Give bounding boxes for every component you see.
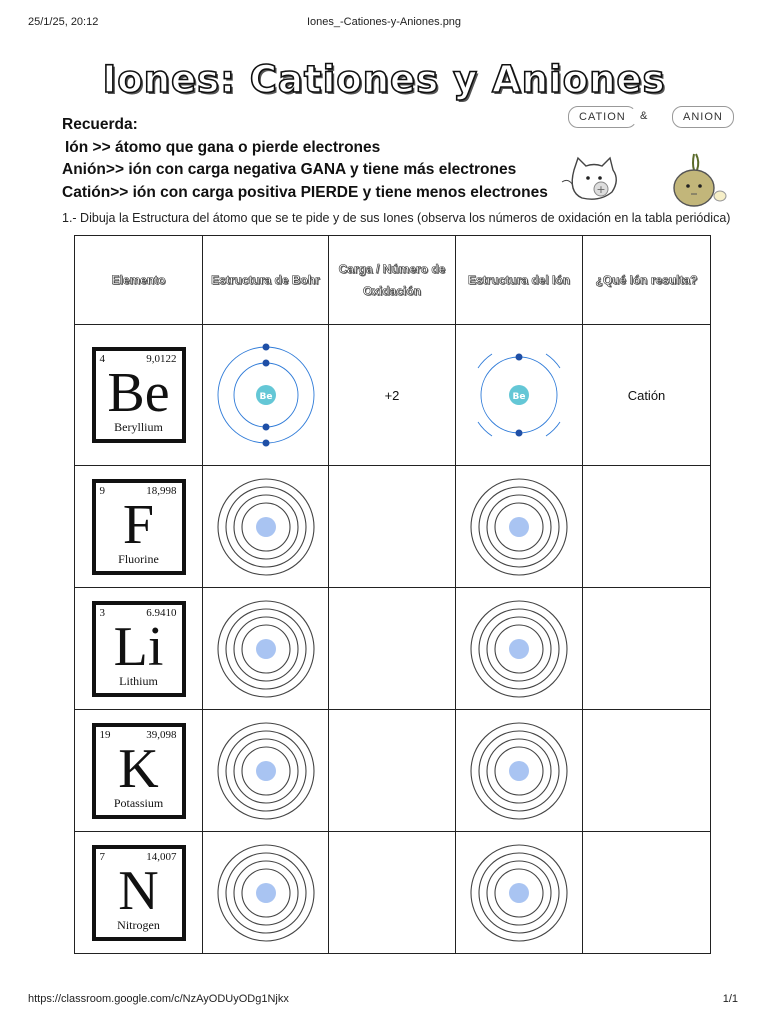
- nucleus-dot: [256, 639, 276, 659]
- ions-table: [74, 235, 711, 954]
- element-card: [92, 601, 186, 697]
- ion-rings-template[interactable]: [467, 719, 571, 823]
- onion-icon: [664, 150, 728, 212]
- svg-text:+: +: [596, 183, 606, 196]
- charge-cell[interactable]: [329, 466, 456, 588]
- ion-diagram: [464, 340, 574, 450]
- element-symbol: Li: [113, 615, 164, 678]
- table-row: [75, 832, 711, 954]
- print-url: https://classroom.google.com/c/NzAyODUyODg1Njkx: [28, 993, 289, 1005]
- nucleus-dot: [509, 883, 529, 903]
- charge-cell[interactable]: [329, 710, 456, 832]
- element-name: Fluorine: [118, 551, 159, 566]
- cation-label: CATION: [568, 106, 637, 128]
- element-name: Beryllium: [114, 420, 163, 434]
- result-cell: Catión: [583, 325, 711, 466]
- result-cell[interactable]: [583, 588, 711, 710]
- bohr-rings-template[interactable]: [214, 475, 318, 579]
- element-symbol: K: [118, 737, 159, 800]
- table-row: [75, 710, 711, 832]
- ion-nucleus-label: Be: [512, 392, 526, 402]
- element-card: [92, 845, 186, 941]
- header-que-ion: ¿Qué Ión resulta?: [583, 236, 711, 325]
- element-cell: [75, 588, 203, 710]
- ion-structure-cell: [456, 325, 583, 466]
- nucleus-dot: [509, 517, 529, 537]
- atomic-mass: 14,007: [146, 850, 177, 863]
- nucleus-dot: [256, 761, 276, 781]
- recuerda-line-cation: Catión>> ión con carga positiva PIERDE y tiene menos electrones: [62, 183, 548, 201]
- element-card: [92, 479, 186, 575]
- atomic-number: 19: [99, 728, 111, 741]
- table-row: [75, 466, 711, 588]
- page-title: Iones: Cationes y Aniones: [102, 58, 666, 101]
- ampersand-label: &: [630, 106, 658, 126]
- bohr-rings-template[interactable]: [214, 597, 318, 701]
- element-cell: [75, 710, 203, 832]
- element-cell: [75, 832, 203, 954]
- bohr-rings-template[interactable]: [214, 841, 318, 945]
- element-symbol: N: [118, 859, 159, 922]
- element-cell: [75, 325, 203, 466]
- element-name: Potassium: [113, 795, 164, 810]
- table-header-row: [75, 236, 711, 325]
- recuerda-heading: Recuerda:: [62, 116, 138, 133]
- bohr-cell[interactable]: [203, 710, 329, 832]
- result-cell[interactable]: [583, 466, 711, 588]
- element-card: [92, 723, 186, 819]
- anion-label: ANION: [672, 106, 734, 128]
- ion-structure-cell[interactable]: [456, 588, 583, 710]
- element-name: Nitrogen: [117, 917, 160, 932]
- ion-rings-template[interactable]: [467, 841, 571, 945]
- print-filename: Iones_-Cationes-y-Aniones.png: [306, 16, 462, 28]
- recuerda-line-ion: Ión >> átomo que gana o pierde electrones: [65, 138, 381, 156]
- atomic-mass: 9,0122: [146, 353, 177, 365]
- cat-icon: [560, 152, 624, 206]
- ion-structure-cell[interactable]: [456, 710, 583, 832]
- result-cell[interactable]: [583, 710, 711, 832]
- element-card: [92, 347, 186, 443]
- header-estructura-bohr: Estructura de Bohr: [203, 236, 329, 325]
- print-datetime: 25/1/25, 20:12: [28, 16, 99, 28]
- recuerda-line-anion: Anión>> ión con carga negativa GANA y tiene más electrones: [62, 161, 517, 178]
- ion-rings-template[interactable]: [467, 597, 571, 701]
- atomic-number: 9: [99, 484, 105, 497]
- element-cell: [75, 466, 203, 588]
- ion-structure-cell[interactable]: [456, 466, 583, 588]
- charge-cell: +2: [329, 325, 456, 466]
- print-page-number: 1/1: [722, 993, 738, 1005]
- atomic-mass: 18,998: [146, 484, 177, 497]
- bohr-rings-template[interactable]: [214, 719, 318, 823]
- nucleus-dot: [509, 639, 529, 659]
- result-cell[interactable]: [583, 832, 711, 954]
- charge-cell[interactable]: [329, 832, 456, 954]
- bohr-cell[interactable]: [203, 588, 329, 710]
- nucleus-dot: [256, 883, 276, 903]
- header-carga: Carga / Número de Oxidación: [329, 236, 456, 325]
- header-elemento: Elemento: [75, 236, 203, 325]
- element-name: Lithium: [119, 673, 158, 688]
- header-estructura-ion: Estructura del Ión: [456, 236, 583, 325]
- atomic-number: 7: [99, 850, 105, 863]
- atomic-mass: 6.9410: [146, 606, 177, 619]
- ion-structure-cell[interactable]: [456, 832, 583, 954]
- element-symbol: Be: [107, 362, 170, 424]
- atomic-number: 4: [99, 353, 105, 365]
- recuerda-block: [62, 114, 548, 204]
- nucleus-dot: [509, 761, 529, 781]
- nucleus-dot: [256, 517, 276, 537]
- bohr-cell[interactable]: [203, 466, 329, 588]
- element-symbol: F: [122, 493, 155, 556]
- atomic-number: 3: [99, 606, 105, 619]
- ion-rings-template[interactable]: [467, 475, 571, 579]
- nucleus-label: Be: [259, 392, 272, 402]
- table-row: [75, 325, 711, 466]
- table-row: [75, 588, 711, 710]
- bohr-cell: [203, 325, 329, 466]
- bohr-diagram: [211, 340, 321, 450]
- charge-cell[interactable]: [329, 588, 456, 710]
- bohr-cell[interactable]: [203, 832, 329, 954]
- instruction-text: 1.- Dibuja la Estructura del átomo que se te pide y de sus Iones (observa los números de oxidación en la tabla periódica): [62, 211, 731, 225]
- atomic-mass: 39,098: [146, 728, 177, 741]
